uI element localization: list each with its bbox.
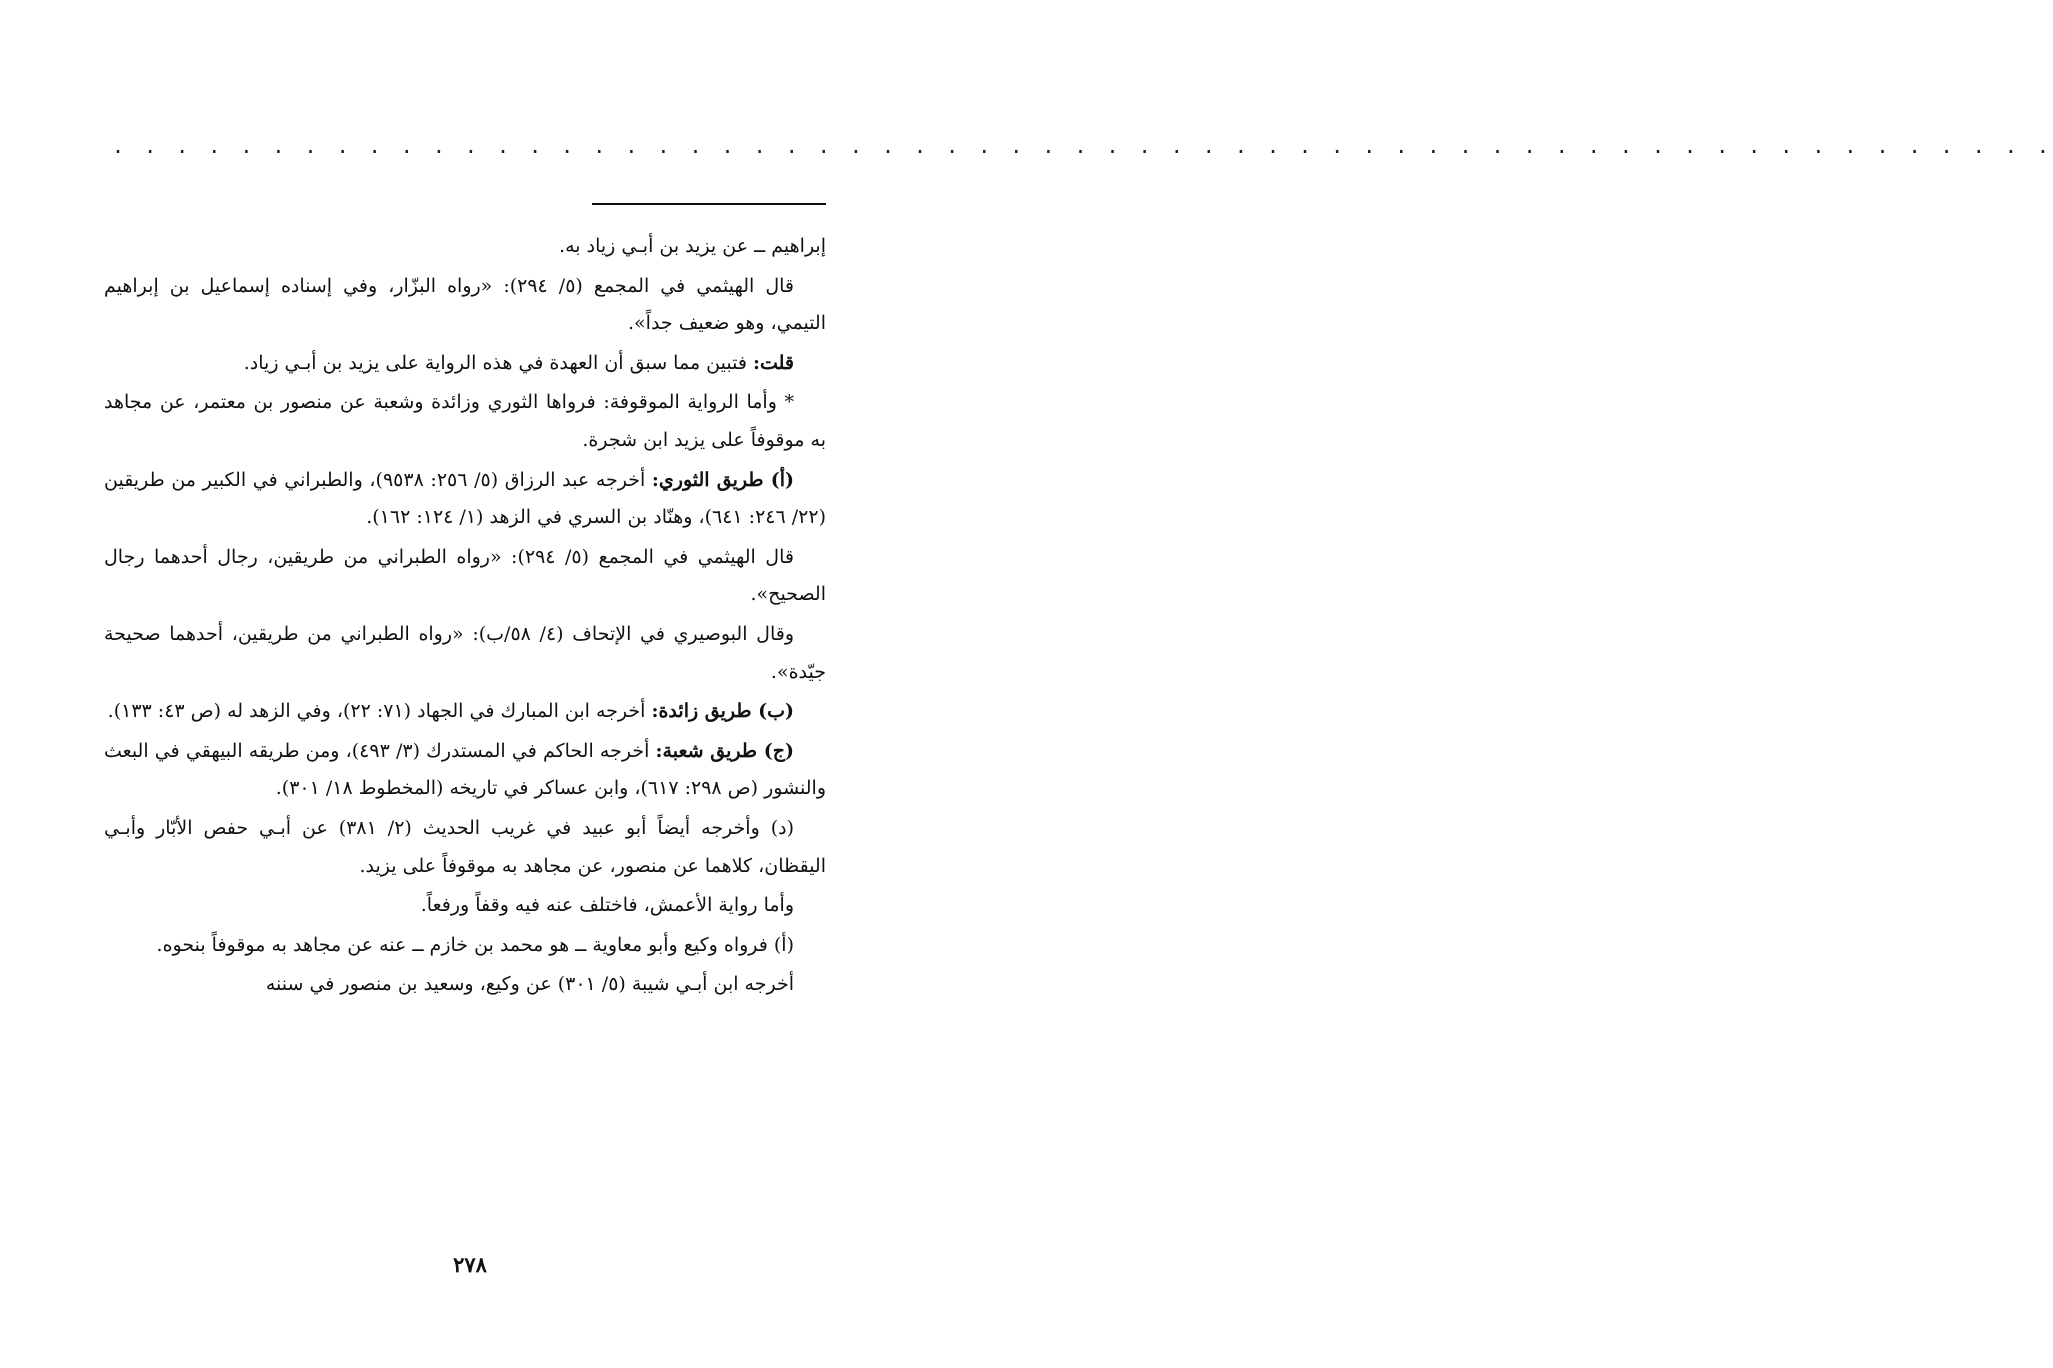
- paragraph-text: (د) وأخرجه أيضاً أبو عبيد في غريب الحديث (٢/ ٣٨١) عن أبـي حفص الأبّار وأبـي اليقظان، كلاهما عن منصور، عن مجاهد به موقوفاً على يزيد.: [104, 816, 826, 877]
- paragraph-text: أخرجه الحاكم في المستدرك (٣/ ٤٩٣)، ومن طريقه البيهقي في البعث والنشور (ص ٢٩٨: ٦١٧)، وابن عساكر في تاريخه (المخطوط ١٨/ ٣٠١).: [104, 739, 826, 800]
- paragraph-lead: (ج) طريق شعبة:: [655, 739, 794, 762]
- paragraph: [104, 887, 826, 925]
- paragraph: [104, 693, 826, 731]
- separator-dots: . . . . . . . . . . . . . . . . . . . . . . . . . . . . . . . . . . . . . . . . . . . . . . . . . . . . . . . . . . . . .: [112, 134, 2053, 158]
- page-number: ٢٧٨: [453, 1252, 487, 1277]
- paragraph: [104, 384, 826, 459]
- paragraph: [104, 810, 826, 885]
- paragraph-text: (أ) فرواه وكيع وأبو معاوية ــ هو محمد بن خازم ــ عنه عن مجاهد به موقوفاً بنحوه.: [156, 933, 794, 956]
- paragraph-text: أخرجه عبد الرزاق (٥/ ٢٥٦: ٩٥٣٨)، والطبراني في الكبير من طريقين (٢٢/ ٢٤٦: ٦٤١)، وهنّاد بن السري في الزهد (١/ ١٢٤: ١٦٢).: [104, 468, 826, 529]
- paragraph-text: إبراهيم ــ عن يزيد بن أبـي زياد به.: [559, 235, 826, 257]
- paragraph-lead: (أ) طريق الثوري:: [651, 468, 795, 491]
- footnote-rule: [592, 203, 826, 205]
- paragraph-text: * وأما الرواية الموقوفة: فرواها الثوري وزائدة وشعبة عن منصور بن معتمر، عن مجاهد به موقوفاً على يزيد ابن شجرة.: [104, 391, 826, 451]
- paragraph: [104, 462, 826, 537]
- paragraph: [104, 228, 826, 266]
- paragraph-text: قال الهيثمي في المجمع (٥/ ٢٩٤): «رواه الطبراني من طريقين، رجال أحدهما رجال الصحيح».: [104, 545, 826, 606]
- paragraph: [104, 927, 826, 965]
- paragraph: [104, 268, 826, 343]
- paragraph-lead: (ب) طريق زائدة:: [651, 700, 794, 723]
- paragraph: [104, 966, 826, 1004]
- paragraph: [104, 539, 826, 614]
- paragraph: [104, 345, 826, 383]
- paragraph: [104, 733, 826, 808]
- paragraph-lead: قلت:: [752, 351, 794, 374]
- paragraph-text: قال الهيثمي في المجمع (٥/ ٢٩٤): «رواه البزّار، وفي إسناده إسماعيل بن إبراهيم التيمي، وهو ضعيف جداً».: [104, 274, 826, 335]
- paragraph-text: وقال البوصيري في الإتحاف (٤/ ٥٨/ب): «رواه الطبراني من طريقين، أحدهما صحيحة جيّدة».: [104, 622, 826, 683]
- paragraph-text: أخرجه ابن أبـي شيبة (٥/ ٣٠١) عن وكيع، وسعيد بن منصور في سننه: [265, 973, 794, 996]
- paragraph-text: فتبين مما سبق أن العهدة في هذه الرواية على يزيد بن أبـي زياد.: [243, 351, 753, 374]
- paragraph-text: وأما رواية الأعمش، فاختلف عنه فيه وقفاً ورفعاً.: [420, 894, 794, 917]
- main-text: [104, 228, 826, 1004]
- paragraph: [104, 616, 826, 691]
- paragraph-text: أخرجه ابن المبارك في الجهاد (٧١: ٢٢)، وفي الزهد له (ص ٤٣: ١٣٣).: [107, 700, 652, 723]
